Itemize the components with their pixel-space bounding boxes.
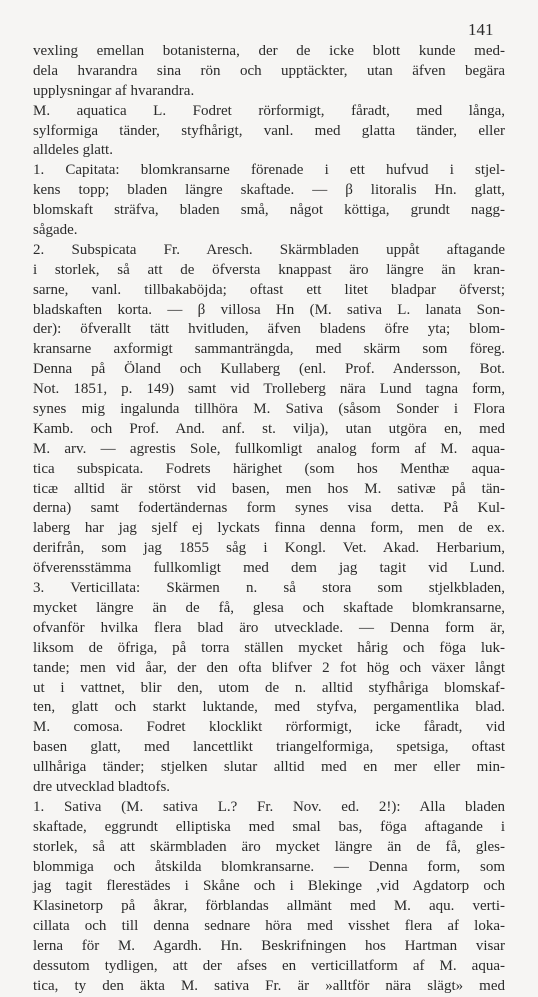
text-line: synes mig ingalunda tillhöra M. Sativa (såsom Sonder i Flora [33,401,505,418]
text-line: ofvanför hvilka flera blad äro utvecklade. — Denna form är, [33,619,505,636]
text-line: Denna på Öland och Kullaberg (enl. Prof. Andersson, Bot. [33,361,505,378]
text-line: ut i vattnet, blir den, utom de n. alltid styfhåriga blomskaf- [33,679,505,696]
text-line: laberg har jag sjelf ej lyckats finna denna form, men de ex. [33,520,505,537]
text-line: lerna för M. Agardh. Hn. Beskrifningen hos Hartman visar [33,938,505,955]
text-line: dessutom tydligen, att der afses en verticillatform af M. aqua- [33,957,505,974]
text-line: dre utvecklad bladtofs. [33,778,171,795]
text-line: dela hvarandra sina rön och upptäckter, utan äfven begära [33,62,505,79]
text-line: 2. Subspicata Fr. Aresch. Skärmbladen uppåt aftagande [33,241,505,258]
text-line: vexling emellan botanisterna, der de icke blott kunde med- [33,43,505,59]
text-line: alldeles glatt. [33,142,113,159]
text-line: blomskaft sträfva, bladen små, något köttiga, grundt nagg- [33,202,505,219]
text-line: mycket längre än de få, glesa och skaftade blomkransarne, [33,599,505,616]
text-line: 1. Capitata: blomkransarne förenade i ett hufvud i stjel- [33,162,505,179]
text-line: kens topp; bladen längre skaftade. — β litoralis Hn. glatt, [33,182,505,199]
text-line: der): öfverallt tätt hvitluden, äfven bladens öfre yta; blom- [33,321,505,338]
page-number: 141 [468,20,494,39]
text-line: tande; men vid åar, der den ofta blifver 2 fot hög och växer långt [33,659,505,676]
text-line: blommiga och åtskilda blomkransarne. — Denna form, som [33,858,505,875]
text-line: jag tagit flerestädes i Skåne och i Blekinge ,vid Agdatorp och [33,878,505,895]
text-line: ullhåriga tänder; stjelken slutar alltid med en mer eller min- [33,759,505,776]
text-line: basen glatt, med lancettlikt triangelformiga, spetsiga, oftast [33,739,505,756]
text-line: tica subspicata. Fodrets härighet (som hos Menthæ aqua- [33,460,505,477]
text-line: liksom de öfriga, på torra ställen mycket hårig och föga luk- [33,639,505,656]
text-line: tica, ty den äkta M. sativa Fr. är »alltför nära slägt» med [33,977,505,994]
text-line: i storlek, så att de öfversta knappast äro längre än kran- [33,261,505,278]
text-line: kransarne axformigt sammanträngda, med skärm som föreg. [33,341,505,358]
text-line: upplysningar af hvarandra. [33,82,195,99]
text-line: derna) samt fodertändernas form synes visa detta. På Kul- [33,500,505,517]
text-line: sågade. [33,222,78,239]
text-line: M. comosa. Fodret klocklikt rörformigt, icke fåradt, vid [33,719,505,736]
text-line: Kamb. och Prof. And. anf. st. vilja), utan utgöra en, med [33,420,505,437]
text-line: storlek, så att skärmbladen äro mycket längre än de få, gles- [33,838,505,855]
text-line: bladskaften korta. — β villosa Hn (M. sativa L. lanata Son- [33,301,505,318]
text-line: skaftade, eggrundt elliptiska med smal bas, föga aftagande i [33,818,505,835]
text-line: Not. 1851, p. 149) samt vid Trolleberg nära Lund tagna form, [33,381,505,398]
text-line: Klasinetorp på åkrar, förblandas allmänt med M. aqu. verti- [33,898,505,915]
body-text [33,42,505,997]
text-line: 3. Verticillata: Skärmen n. så stora som stjelkbladen, [33,580,505,597]
text-line: cillata och till denna sednare höra med visshet flera af loka- [33,918,505,935]
text-line: 1. Sativa (M. sativa L.? Fr. Nov. ed. 2!): Alla bladen [33,798,505,815]
text-line: öfverensstämma fullkomligt med dem jag tagit vid Lund. [33,560,505,577]
text-line: ten, glatt och starkt luktande, med styfva, pergamentlika blad. [33,699,505,716]
text-line: M. aquatica L. Fodret rörformigt, fåradt, med långa, [33,102,505,119]
text-line: sarne, vanl. tillbakaböjda; oftast ett litet bladpar öfverst; [33,281,505,298]
text-line: ticæ alltid är störst vid basen, men hos M. sativæ på tän- [33,480,505,497]
text-line: M. arv. — agrestis Sole, fullkomligt analog form af M. aqua- [33,440,505,457]
text-line: derifrån, som jag 1855 såg i Kongl. Vet. Akad. Herbarium, [33,540,505,557]
text-line: sylformiga tänder, styfhårigt, vanl. med glatta tänder, eller [33,122,505,139]
